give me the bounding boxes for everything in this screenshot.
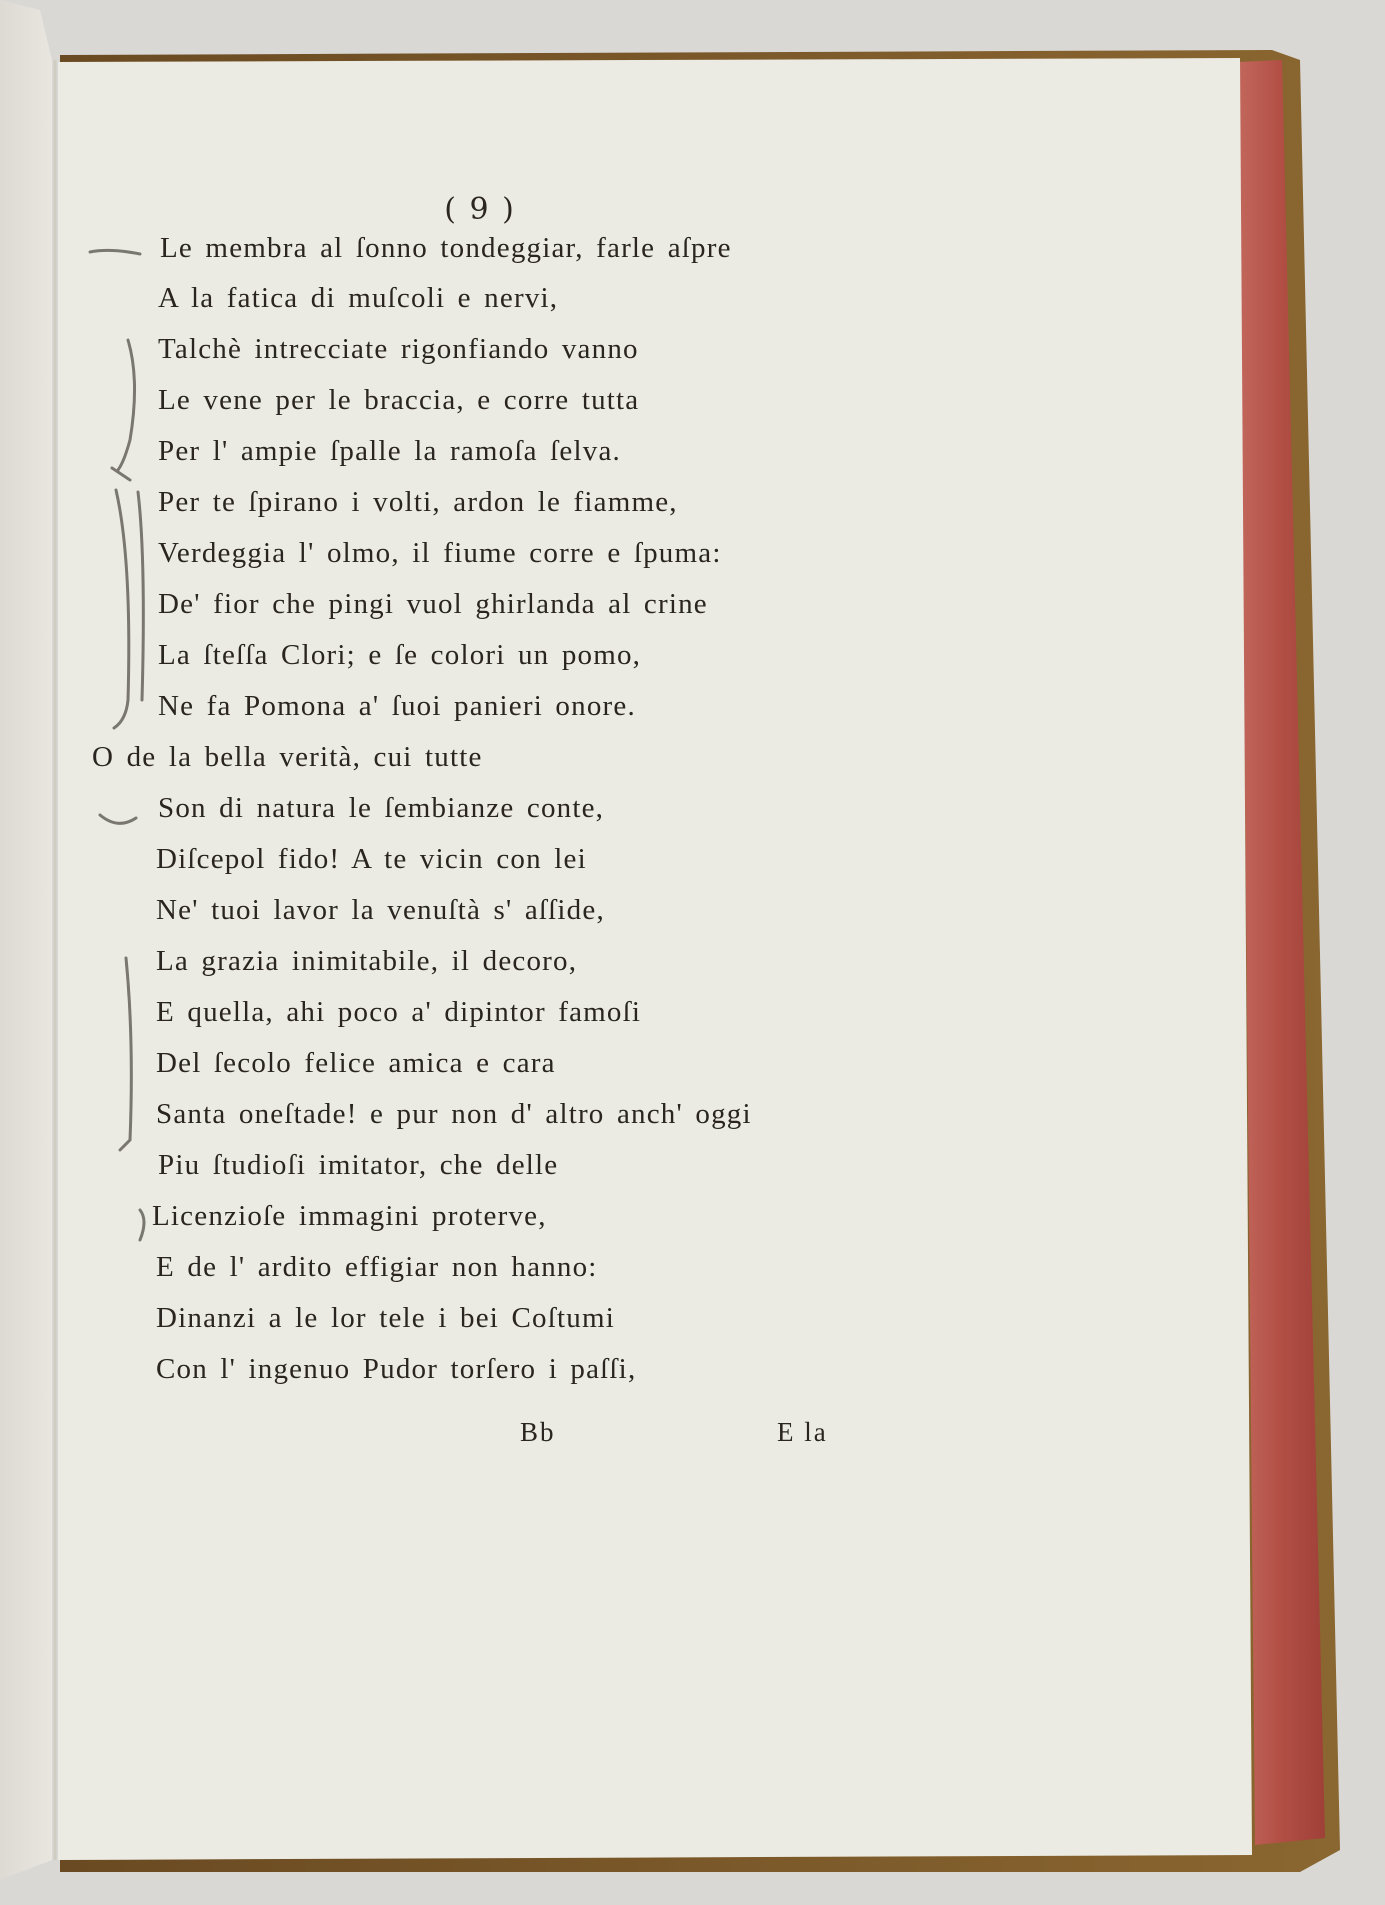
verse-line: Del ſecolo felice amica e cara [156, 1047, 556, 1079]
verse-line: Piu ſtudioſi imitator, che delle [158, 1149, 559, 1181]
left-facing-page [0, 0, 52, 1880]
verse-line: Talchè intrecciate rigonfiando vanno [158, 333, 639, 365]
verse-line: Licenzioſe immagini proterve, [152, 1200, 547, 1232]
signature-mark: Bb [520, 1417, 556, 1447]
verse-line: La grazia inimitabile, il decoro, [156, 945, 578, 977]
verse-line: Per te ſpirano i volti, ardon le fiamme, [158, 486, 678, 518]
catchword: E la [777, 1417, 828, 1447]
verse-line: Ne fa Pomona a' ſuoi panieri onore. [158, 690, 636, 722]
verse-line: E quella, ahi poco a' dipintor famoſi [156, 996, 642, 1028]
verse-line: De' fior che pingi vuol ghirlanda al crine [158, 588, 708, 620]
verse-line: Verdeggia l' olmo, il fiume corre e ſpuma: [158, 537, 722, 569]
verse-line: O de la bella verità, cui tutte [92, 741, 483, 773]
verse-line: Santa oneſtade! e pur non d' altro anch' oggi [156, 1098, 752, 1130]
verse-line: Son di natura le ſembianze conte, [158, 792, 605, 824]
verse-line: La ſteſſa Clori; e ſe colori un pomo, [158, 639, 642, 671]
verse-line: E de l' ardito effigiar non hanno: [156, 1251, 598, 1283]
verse-line: Ne' tuoi lavor la venuſtà s' aſſide, [156, 894, 605, 926]
verse-line: Le vene per le braccia, e corre tutta [158, 384, 640, 416]
verse-line: Dinanzi a le lor tele i bei Coſtumi [156, 1302, 615, 1334]
verse-line: Per l' ampie ſpalle la ramoſa ſelva. [158, 435, 621, 467]
verse-line: A la fatica di muſcoli e nervi, [158, 282, 559, 314]
page-number: ( 9 ) [444, 192, 516, 227]
verse-line: Le membra al ſonno tondeggiar, farle aſpre [160, 232, 732, 264]
verse-line: Diſcepol fido! A te vicin con lei [156, 843, 587, 875]
verse-line: Con l' ingenuo Pudor torſero i paſſi, [156, 1353, 637, 1385]
